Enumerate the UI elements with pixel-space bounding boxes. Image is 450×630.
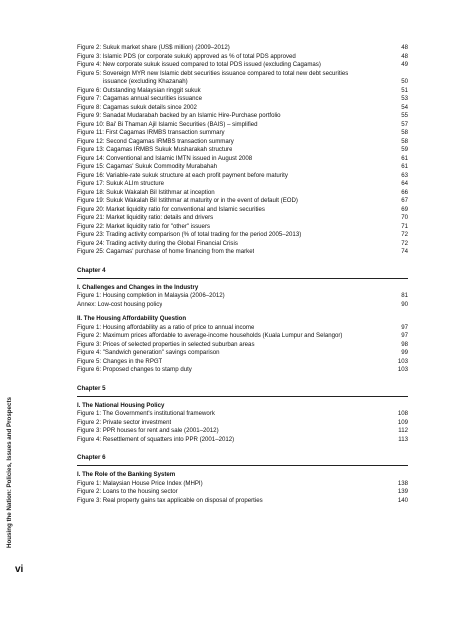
figure-entry	[77, 410, 408, 419]
page-number: vi	[15, 564, 24, 575]
figure-entry-title: Figure 5: Changes in the RPGT	[77, 357, 163, 365]
page-ref: 72	[401, 231, 408, 238]
figure-entry	[77, 349, 408, 358]
figure-entry-title: Figure 3: Islamic PDS (or corporate sukuk) approved as % of total PDS approved	[77, 52, 296, 60]
list-of-figures	[77, 44, 408, 505]
figure-entry-title: Annex: Low-cost housing policy	[77, 300, 163, 308]
chapter-4-heading: Chapter 4	[77, 266, 106, 274]
figure-entry-title: Figure 25: Cagamas' purchase of home financing from the market	[77, 248, 255, 255]
figure-entry-title: Figure 9: Sanadat Mudarabah backed by an Islamic Hire-Purchase portfolio	[77, 112, 281, 119]
figure-entry	[77, 366, 408, 375]
figure-entry-title: Figure 16: Variable-rate sukuk structure at each profit payment before maturity	[77, 171, 288, 179]
page-ref: 74	[401, 248, 408, 255]
figure-entry-title: Figure 6: Outstanding Malaysian ringgit sukuk	[77, 86, 201, 94]
page-ref: 69	[401, 205, 408, 213]
figure-entry-title: Figure 3: Prices of selected properties in selected suburban areas	[77, 340, 255, 348]
figure-entry-title: Figure 3: PPR houses for rent and sale (2001–2012)	[77, 427, 219, 434]
chapter-6-heading: Chapter 6	[77, 454, 106, 461]
figure-entry	[77, 87, 408, 96]
figure-entry	[77, 121, 408, 130]
page-ref: 50	[401, 78, 408, 85]
figure-entry-title: Figure 6: Proposed changes to stamp duty	[77, 366, 192, 373]
figure-entry-title: Figure 1: Housing completion in Malaysia (2006–2012)	[77, 292, 225, 299]
page-ref: 54	[401, 103, 408, 111]
section-heading: I. The Role of the Banking System	[77, 471, 176, 478]
figure-entry-title: Figure 15: Cagamas' Sukuk Commodity Murabahah	[77, 163, 218, 170]
page-ref: 53	[401, 95, 408, 102]
figure-entry	[77, 155, 408, 164]
chapter-divider	[77, 278, 408, 279]
figure-entry-title: Figure 12: Second Cagamas IRMBS transaction summary	[77, 137, 234, 145]
page-ref: 61	[401, 163, 408, 170]
figure-entry	[77, 138, 408, 147]
chapter-divider	[77, 396, 408, 397]
figure-entry-title: Figure 17: Sukuk ALIm structure	[77, 180, 165, 187]
figure-entry	[77, 419, 408, 428]
figure-entry-title: Figure 23: Trading activity comparison (% of total trading for the period 2005–2013)	[77, 231, 302, 238]
page-ref: 81	[401, 292, 408, 299]
section-entry-list	[77, 292, 408, 309]
chapter-5-heading: Chapter 5	[77, 384, 106, 392]
figure-entry	[77, 240, 408, 249]
figure-entry-title: Figure 2: Private sector investment	[77, 418, 172, 426]
page-ref: 140	[397, 496, 408, 504]
page-ref: 59	[401, 146, 408, 153]
figure-entry-title: Figure 13: Cagamas IRMBS Sukuk Musharakah structure	[77, 146, 233, 153]
page-ref: 57	[401, 120, 408, 128]
page-ref: 112	[398, 427, 408, 434]
figure-entry-title: Figure 5: Sovereign MYR new Islamic debt securities issuance compared to total new debt securities	[77, 69, 349, 77]
figure-entry	[77, 172, 408, 181]
page-ref: 48	[401, 52, 408, 60]
figure-entry	[77, 488, 408, 497]
page-ref: 108	[397, 410, 408, 417]
figure-entry	[77, 436, 408, 445]
section-heading: I. Challenges and Changes in the Industry	[77, 283, 199, 291]
figure-entry-title: Figure 24: Trading activity during the Global Financial Crisis	[77, 239, 238, 247]
section-heading: I. The National Housing Policy	[77, 401, 165, 409]
top-figure-list	[77, 44, 408, 257]
figure-entry	[77, 70, 408, 79]
page-ref: 103	[397, 366, 408, 373]
section-entry-list	[77, 480, 408, 506]
figure-entry	[77, 223, 408, 232]
page-ref: 58	[401, 137, 408, 145]
figure-entry-title: Figure 2: Maximum prices affordable to average-income households (Kuala Lumpur and Selangor)	[77, 332, 343, 339]
figure-entry-title: Figure 18: Sukuk Wakalah Bil Istithmar at inception	[77, 188, 215, 196]
book-title-vertical: Housing the Nation: Policies, Issues and Prospects	[6, 397, 13, 548]
figure-entry	[77, 332, 408, 341]
section-heading: II. The Housing Affordability Question	[77, 315, 187, 322]
page-ref: 90	[401, 300, 408, 308]
figure-entry	[77, 206, 408, 215]
figure-entry	[77, 231, 408, 240]
figure-entry-title: Figure 1: Malaysian House Price Index (MHPI)	[77, 479, 203, 487]
page-ref: 67	[401, 197, 408, 204]
figure-entry	[77, 301, 408, 310]
figure-entry	[77, 53, 408, 62]
figure-entry	[77, 197, 408, 206]
page-ref: 58	[401, 129, 408, 136]
page-ref: 113	[398, 435, 408, 443]
figure-entry-title: Figure 3: Real property gains tax applicable on disposal of properties	[77, 496, 263, 504]
figure-entry	[77, 292, 408, 301]
figure-entry	[77, 95, 408, 104]
chapter-divider	[77, 465, 408, 466]
page-ref: 71	[401, 222, 408, 230]
figure-entry-title: Figure 4: Resettlement of squatters into PPR (2001–2012)	[77, 435, 235, 443]
figure-entry-title: Figure 21: Market liquidity ratio: details and drivers	[77, 214, 214, 221]
figure-entry-title: Figure 8: Cagamas sukuk details since 2002	[77, 103, 197, 111]
figure-entry-title-continued: issuance (excluding Khazanah)	[103, 78, 188, 85]
page-ref: 61	[401, 154, 408, 162]
page-ref: 55	[401, 112, 408, 119]
figure-entry-title: Figure 11: First Cagamas IRMBS transaction summary	[77, 129, 225, 136]
page-ref: 64	[401, 180, 408, 187]
page-ref: 70	[401, 214, 408, 221]
figure-entry-title: Figure 4: "Sandwich generation" savings comparison	[77, 349, 220, 356]
figure-entry-continuation	[77, 78, 408, 87]
figure-entry	[77, 214, 408, 223]
figure-entry-title: Figure 20: Market liquidity ratio for conventional and Islamic securities	[77, 205, 265, 213]
page-ref: 97	[401, 332, 408, 339]
figure-entry-title: Figure 4: New corporate sukuk issued compared to total PDS issued (excluding Cagamas)	[77, 61, 321, 68]
figure-entry	[77, 104, 408, 113]
figure-entry	[77, 129, 408, 138]
page-ref: 63	[401, 171, 408, 179]
page-ref: 99	[401, 349, 408, 356]
figure-entry	[77, 341, 408, 350]
page-ref: 72	[401, 239, 408, 247]
figure-entry-title: Figure 1: Housing affordability as a ratio of price to annual income	[77, 323, 255, 331]
figure-entry	[77, 427, 408, 436]
section-entry-list	[77, 324, 408, 375]
page-ref: 139	[397, 488, 408, 495]
page-ref: 103	[397, 357, 408, 365]
page-ref: 49	[401, 61, 408, 68]
figure-entry	[77, 44, 408, 53]
figure-entry	[77, 61, 408, 70]
figure-entry-title: Figure 22: Market liquidity ratio for "other" issuers	[77, 222, 211, 230]
figure-entry-title: Figure 19: Sukuk Wakalah Bil Istithmar at maturity or in the event of default (EOD)	[77, 197, 298, 204]
page-ref: 51	[401, 86, 408, 94]
page-ref: 98	[401, 340, 408, 348]
figure-entry-title: Figure 2: Loans to the housing sector	[77, 488, 178, 495]
page-ref: 48	[401, 44, 408, 51]
figure-entry	[77, 189, 408, 198]
page-ref: 66	[401, 188, 408, 196]
page-ref: 138	[397, 479, 408, 487]
figure-entry-title: Figure 10: Bai' Bi Thaman Ajil Islamic Securities (BAIS) – simplified	[77, 120, 258, 128]
figure-entry-title: Figure 2: Sukuk market share (US$ million) (2009–2012)	[77, 44, 230, 51]
section-entry-list	[77, 410, 408, 444]
figure-entry	[77, 180, 408, 189]
figure-entry	[77, 112, 408, 121]
figure-entry	[77, 497, 408, 506]
figure-entry-title: Figure 1: The Government's institutional framework	[77, 410, 215, 417]
figure-entry-title: Figure 14: Conventional and Islamic IMTN issued in August 2008	[77, 154, 253, 162]
page-ref: 97	[401, 323, 408, 331]
figure-entry	[77, 358, 408, 367]
figure-entry	[77, 163, 408, 172]
figure-entry	[77, 146, 408, 155]
figure-entry	[77, 324, 408, 333]
figure-entry	[77, 248, 408, 257]
page-ref: 109	[397, 418, 408, 426]
figure-entry-title: Figure 7: Cagamas annual securities issuance	[77, 95, 202, 102]
figure-entry	[77, 480, 408, 489]
